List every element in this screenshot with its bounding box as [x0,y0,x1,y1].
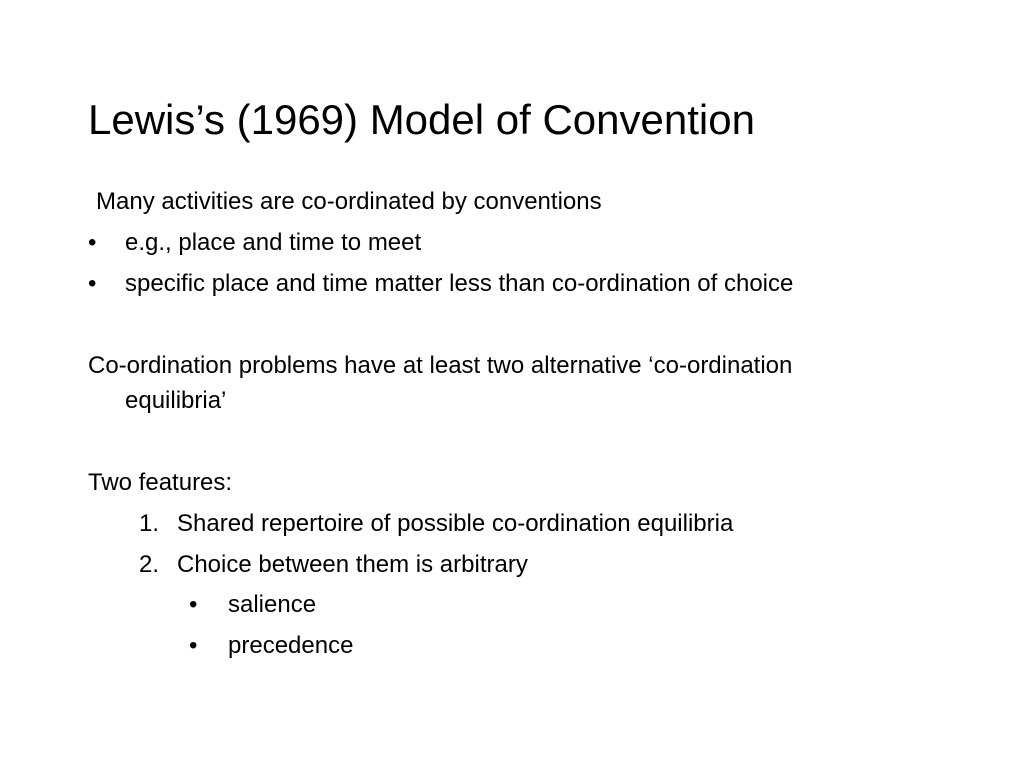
bullet-marker: • [189,632,198,659]
feature-number-1: 1. [139,510,160,537]
feature-2: Choice between them is arbitrary [177,551,528,578]
problem-text-line-2: equilibria’ [125,387,227,414]
bullet-marker: • [88,229,97,256]
feature-number-2: 2. [139,551,160,578]
intro-bullet-2: specific place and time matter less than co-ordination of choice [125,270,794,297]
bullet-marker: • [189,591,198,618]
features-heading: Two features: [88,469,233,496]
intro-text: Many activities are co-ordinated by conventions [96,188,602,215]
intro-bullet-1: e.g., place and time to meet [125,229,422,256]
feature-1: Shared repertoire of possible co-ordination equilibria [177,510,734,537]
sub-bullet-salience: salience [228,591,317,618]
slide-title: Lewis’s (1969) Model of Convention [88,96,755,143]
sub-bullet-precedence: precedence [228,632,354,659]
problem-text-line-1: Co-ordination problems have at least two alternative ‘co-ordination [88,352,793,379]
bullet-marker: • [88,270,97,297]
